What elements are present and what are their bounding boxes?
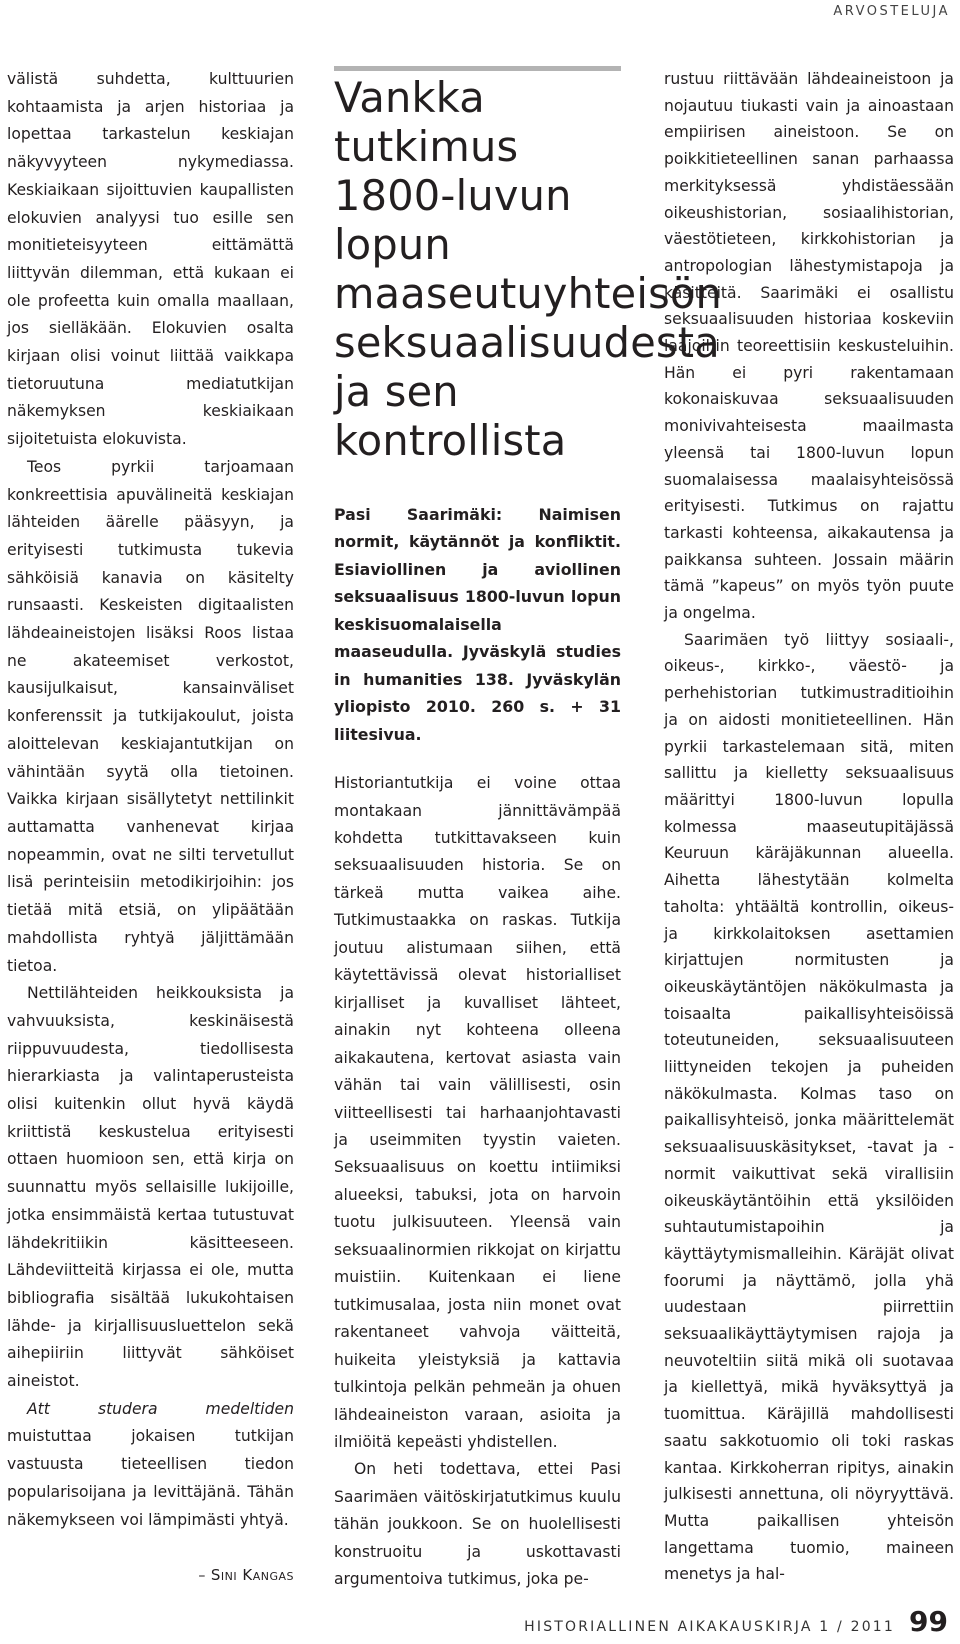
reviewer-name: Sini Kangas [210, 1566, 294, 1585]
book-info: Pasi Saarimäki: Naimisen normit, käytännöt ja konfliktit. Esiaviollinen ja aviollinen seksuaalisuus 1800-luvun lopun keskisuomalaisella maaseudulla. Jyväskylä studies in humanities 138. Jyväskylän yliopisto 2010. 260 s. + 31 liitesivua. [334, 505, 621, 744]
paragraph-text: muistuttaa jokaisen tutkijan vastuusta tieteellisen tiedon popularisoijana ja levittäjänä. Tähän näkemykseen voi lämpimästi yhtyä. [7, 1427, 294, 1529]
signature-dash: – [198, 1568, 211, 1585]
paragraph: välistä suhdetta, kulttuurien kohtaamista ja arjen historiaa ja lopettaa tarkastelun keskiajan näkyvyyteen nykymediassa. Keskiaikaan sijoittuvien kaupallisten elokuvien analyysi tuo esille sen monitieteisyyteen eittämättä liittyvän dilemman, että kukaan ei ole profeetta kuin omalla maallaan, jos sielläkään. Elokuvien osalta kirjaan olisi voinut liittää vaikkapa tietoruutuna mediatutkijan näkemyksen keskiaikaan sijoitetuista elokuvista. [7, 70, 294, 449]
column-middle [334, 66, 723, 1594]
paragraph: Historiantutkija ei voine ottaa montakaan jännittävämpää kohdetta tutkittavakseen kuin seksuaalisuuden historia. Se on tärkeä mutta vaikea aihe. Tutkimustaakka on raskas. Tutkija joutuu alistumaan siihen, että käytettävissä olevat historialliset kirjalliset ja kuvalliset lähteet, ainakin nyt kohteena olleena aikakautena, kertovat asiasta vain vähän tai vain välillisesti, osin viitteellisesti tai harhaanjohtavasti ja useimmiten tyystin vaieten. Seksuaalisuus on koettu intiimiksi alueeksi, tabuksi, jota on harvoin tuotu julkisuuteen. Yleensä vain seksuaalinormien rikkojat on kirjattu muistiin. Kuitenkaan ei liene tutkimusalaa, josta niin monet ovat rakentaneet vahvoja väitteitä, huikeita yleistyksiä ja kattavia tulkintoja pelkän pehmeän ja ohuen lähdeaineiston varaan, asioita ja ilmiöitä kepeästi yhdistellen. [334, 774, 621, 1451]
paragraph: Saarimäen työ liittyy sosiaali-, oikeus-, kirkko-, väestö- ja perhehistorian tutkimustraditioihin ja on aidosti monitieteellinen. Hän pyrkii tarkastelemaan sitä, miten sallittu ja kielletty seksuaalisuus määrittyi 1800-luvun lopulla kolmessa maaseutupitäjässä Keuruun käräjäkunnan alueella. Aihetta lähestytään kolmelta taholta: yhtäältä kontrollin, oikeus- ja kirkkolaitoksen asettamien kirjattujen normitusten ja oikeuskäytäntöjen näkökulmasta ja toisaalta paikallisyhteisöissä toteutuneiden, seksuaalisuuteen liittyneiden tekojen ja puheiden näkökulmasta. Kolmas taso on paikallisyhteisö, jonka määrittelemät seksuaalisuuskäsitykset, -tavat ja -normit vaikuttivat sekä virallisiin oikeuskäytäntöihin että yksilöiden suhtautumistapoihin ja käyttäytymismalleihin. Käräjät olivat foorumi ja näyttämö, jolla yhä uudestaan piirrettiin seksuaalikäyttäytymisen rajoja ja neuvoteltiin siitä mikä oli suotavaa ja kiellettyä, mikä hyväksyttyä ja tuomittua. Käräjillä mahdollisesti saatu sakkotuomio oli toki raskas kantaa. Kirkkoherran ripitys, ainakin julkisesti annettuna, oli nöyryyttävä. Mutta paikallisen yhteisön langettama tuomio, maineen menetys ja hal- [664, 630, 954, 1584]
paragraph: Nettilähteiden heikkouksista ja vahvuuksista, keskinäisestä riippuvuudesta, tiedollisesta hierarkiasta ja valintaperusteista olisi kuitenkin ollut hyvä käydä kriittistä keskustelua erityisesti ottaen huomioon sen, että kirja on suunnattu myös sellaisille lukijoille, jotka ensimmäistä kertaa tutustuvat lähdekritiikin käsitteeseen. Lähdeviitteitä kirjassa ei ole, mutta bibliografia sisältää lukukohtaisen lähde- ja kirjallisuusluettelon sekä aihepiiriin liittyvät sähköiset aineistot. [7, 984, 294, 1391]
paragraph [7, 1396, 294, 1535]
page-footer [524, 1605, 948, 1638]
paragraph: Teos pyrkii tarjoamaan konkreettisia apuvälineitä keskiajan lähteiden äärelle pääsyyn, ja erityisesti tutkimusta tukevia sähköisiä kanavia on käsitelty runsaasti. Keskeisten digitaalisten lähdeaineistojen lisäksi Roos listaa ne akateemiset verkostot, kausijulkaisut, kansainväliset konferenssit ja tutkijakoulut, joista aloittelevan keskiajantutkijan on vähintään syytä olla tietoinen. Vaikka kirjaan sisällytetyt nettilinkit auttamatta vanhenevat kirjaa nopeammin, ovat ne silti tervetullut lisä perinteisiin metodikirjoihin: jos tietää mitä etsiä, on ylipäätään mahdollista ryhtyä jäljittämään tietoa. [7, 457, 294, 975]
review-headline: Vankka tutkimus 1800-luvun lopun maaseutuyhteisön seksuaalisuudesta ja sen kontrollista [334, 73, 723, 465]
journal-name: HISTORIALLINEN AIKAKAUSKIRJA 1 / 2011 [524, 1619, 896, 1635]
section-label: ARVOSTELUJA [833, 4, 950, 19]
book-title-italic: Att studera medeltiden [27, 1399, 294, 1418]
column-right [664, 66, 954, 1588]
paragraph: rustuu riittävään lähdeaineistoon ja nojautuu tiukasti vain ja ainoastaan empiirisen aineistoon. Se on poikkitieteellinen sanan parhaassa merkityksessä yhdistäessään oikeushistorian, sosiaalihistorian, väestötieteen, kirkkohistorian ja antropologian lähestymistapoja ja käsitteitä. Saarimäki ei osallistu seksuaalisuuden historiaa koskeviin laajoihin teoreettisiin keskusteluihin. Hän ei pyri rakentamaan kokonaiskuvaa seksuaalisuuden monivivahteisesta maailmasta yleensä tai 1800-luvun lopun suomalaisessa maalaisyhteisössä erityisesti. Tutkimus on rajattu tarkasti kohteensa, aikakautensa ja paikkansa suhteen. Jossain määrin tämä ”kapeus” on myös työn puute ja ongelma. [664, 70, 954, 623]
headline-rule [334, 66, 621, 71]
paragraph: On heti todettava, ettei Pasi Saarimäen väitöskirjatutkimus kuulu tähän joukkoon. Se on huolellisesti konstruoitu ja uskottavasti argumentoiva tutkimus, joka pe- [334, 1460, 621, 1589]
page-number: 99 [909, 1605, 948, 1638]
column-left [7, 66, 294, 1591]
review-signature [7, 1562, 294, 1591]
